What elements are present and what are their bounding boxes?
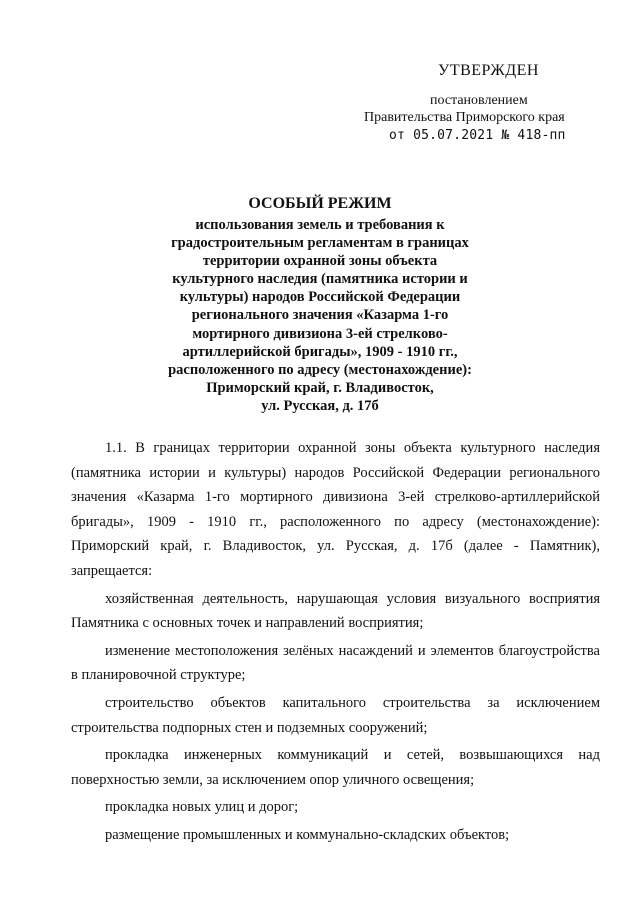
resolution-date-number: от 05.07.2021 № 418-пп [389,128,566,143]
document-body [71,436,600,848]
approved-by-line: постановлением [430,93,528,108]
list-item: строительство объектов капитального строительства за исключением строительства подпорных стен и подземных сооружений; [71,694,600,736]
paragraph-1-1: 1.1. В границах территории охранной зоны объекта культурного наследия (памятника истории и культуры) народов Российской Федерации регионального значения «Казарма 1-го мортирного дивизиона 3-ей стрелково-артиллерийской бригады», 1909 - 1910 гг., расположенного по адресу (местонахождение): Приморский край, г. Владивосток, ул. Русская, д. 17б (далее - Памятник), запрещается: [71,440,600,579]
document-heading [0,194,640,415]
list-item: хозяйственная деятельность, нарушающая условия визуального восприятия Памятника с основных точек и направлений восприятия; [71,590,600,632]
list-item: изменение местоположения зелёных насаждений и элементов благоустройства в планировочной структуре; [71,642,600,684]
approved-title: УТВЕРЖДЕН [438,62,539,79]
heading-main: ОСОБЫЙ РЕЖИМ [248,195,392,212]
list-item: размещение промышленных и коммунально-складских объектов; [105,826,510,843]
list-item: прокладка инженерных коммуникаций и сетей, возвышающихся над поверхностью земли, за исключением опор уличного освещения; [71,747,600,788]
approving-authority: Правительства Приморского края [364,110,565,125]
list-item: прокладка новых улиц и дорог; [105,799,299,816]
heading-subtitle: использования земель и требования к градостроительным регламентам в границах территории охранной зоны объекта культурного наследия (памятника истории и культуры) народов Российской Федерации регионального значения «Казарма 1-го мортирного дивизиона 3-ей стрелково- артиллерийской бригады», 1909 - 1910 гг., расположенного по адресу (местонахождение): Приморский край, г. Владивосток, ул. Русская, д. 17б [168,217,472,414]
